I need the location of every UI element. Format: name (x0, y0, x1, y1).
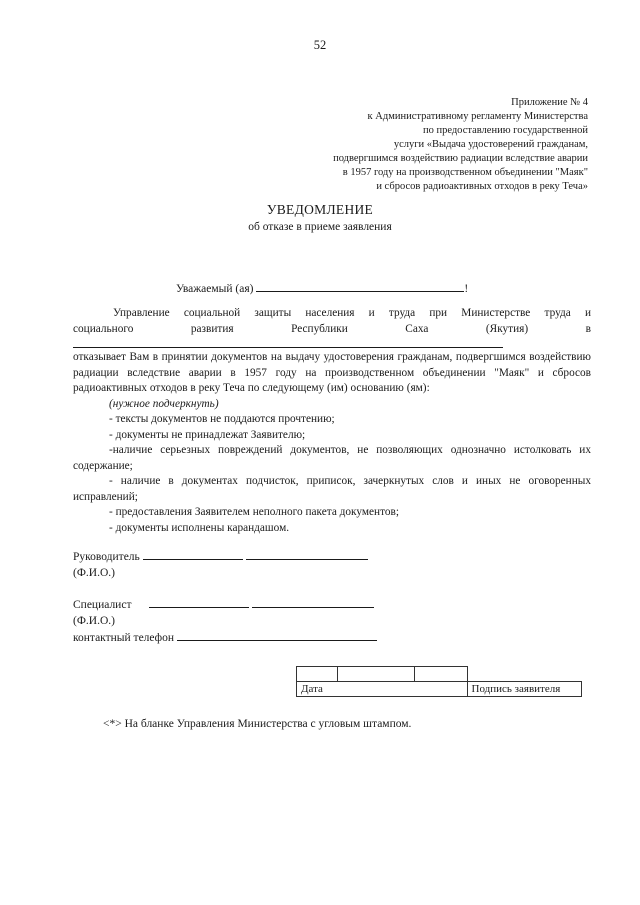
sign-label-cell: Подпись заявителя (467, 682, 581, 697)
spec-name-blank (252, 596, 374, 608)
spec-label: Специалист (73, 599, 132, 611)
organization-blank (73, 337, 503, 348)
reason-item: - документы исполнены карандашом. (109, 521, 290, 534)
phone-label: контактный телефон (73, 632, 175, 644)
reason-item: - документы не принадлежат Заявителю; (109, 428, 306, 441)
reason-item: - предоставления Заявителем неполного пакета документов; (109, 506, 399, 518)
year-cell (414, 667, 467, 682)
appendix-line: Приложение № 4 (511, 97, 588, 108)
greeting-label: Уважаемый (ая) (176, 283, 254, 295)
head-line (73, 548, 368, 565)
addressee-blank (256, 280, 464, 292)
document-subtitle: об отказе в приеме заявления (248, 221, 392, 233)
document-title: УВЕДОМЛЕНИЕ (266, 202, 374, 217)
greeting-end: ! (464, 283, 469, 295)
head-signature (73, 548, 368, 581)
appendix-line: по предоставлению государственной (422, 125, 588, 136)
footnote: <*> На бланке Управления Министерства с угловым штампом. (103, 718, 412, 730)
appendix-line: и сбросов радиоактивных отходов в реку Теча» (376, 181, 588, 192)
head-label: Руководитель (73, 551, 140, 563)
spec-signature-blank (149, 596, 249, 608)
date-label-cell: Дата (297, 682, 468, 697)
head-fio: (Ф.И.О.) (73, 567, 115, 579)
date-signature-table (296, 666, 582, 697)
appendix-header (333, 96, 588, 194)
specialist-signature (73, 596, 377, 646)
table-row (297, 667, 582, 682)
phone-blank (177, 629, 377, 641)
appendix-line: подвергшимся воздействию радиации вследствие аварии (333, 153, 588, 164)
body-text (73, 306, 591, 536)
head-signature-blank (143, 548, 243, 560)
table-row (297, 682, 582, 697)
refusal-paragraph: отказывает Вам в принятии документов на выдачу удостоверения гражданам, подвергшимся воздействию радиации вследствие аварии в 1957 году на производственном объединении "Маяк" и сбросов радиоактивных отходов в реку Теча по следующему (им) основанию (ям): (73, 351, 591, 394)
appendix-line: к Административному регламенту Министерства (367, 111, 588, 122)
page-number: 52 (313, 38, 327, 52)
appendix-line: в 1957 году на производственном объединении "Маяк" (342, 167, 588, 178)
appendix-line: услуги «Выдача удостоверений гражданам, (393, 139, 588, 150)
sign-space-cell (467, 667, 581, 682)
spec-line (73, 596, 377, 613)
head-name-blank (246, 548, 368, 560)
reason-item: - наличие в документах подчисток, приписок, зачеркнутых слов и иных не оговоренных исправлений; (73, 475, 591, 503)
intro-line-2: социального развития Республики Саха (Якутия) в (73, 322, 591, 335)
spec-fio: (Ф.И.О.) (73, 615, 115, 627)
greeting-line (176, 280, 468, 295)
reason-item: -наличие серьезных повреждений документов, не позволяющих однозначно истолковать их содержание; (73, 444, 591, 472)
underline-note: (нужное подчеркнуть) (109, 397, 219, 410)
reason-item: - тексты документов не поддаются прочтению; (109, 413, 335, 425)
month-cell (337, 667, 414, 682)
day-cell (297, 667, 338, 682)
phone-line (73, 629, 377, 646)
intro-line-1: Управление социальной защиты населения и труда при Министерстве труда и (113, 307, 591, 319)
